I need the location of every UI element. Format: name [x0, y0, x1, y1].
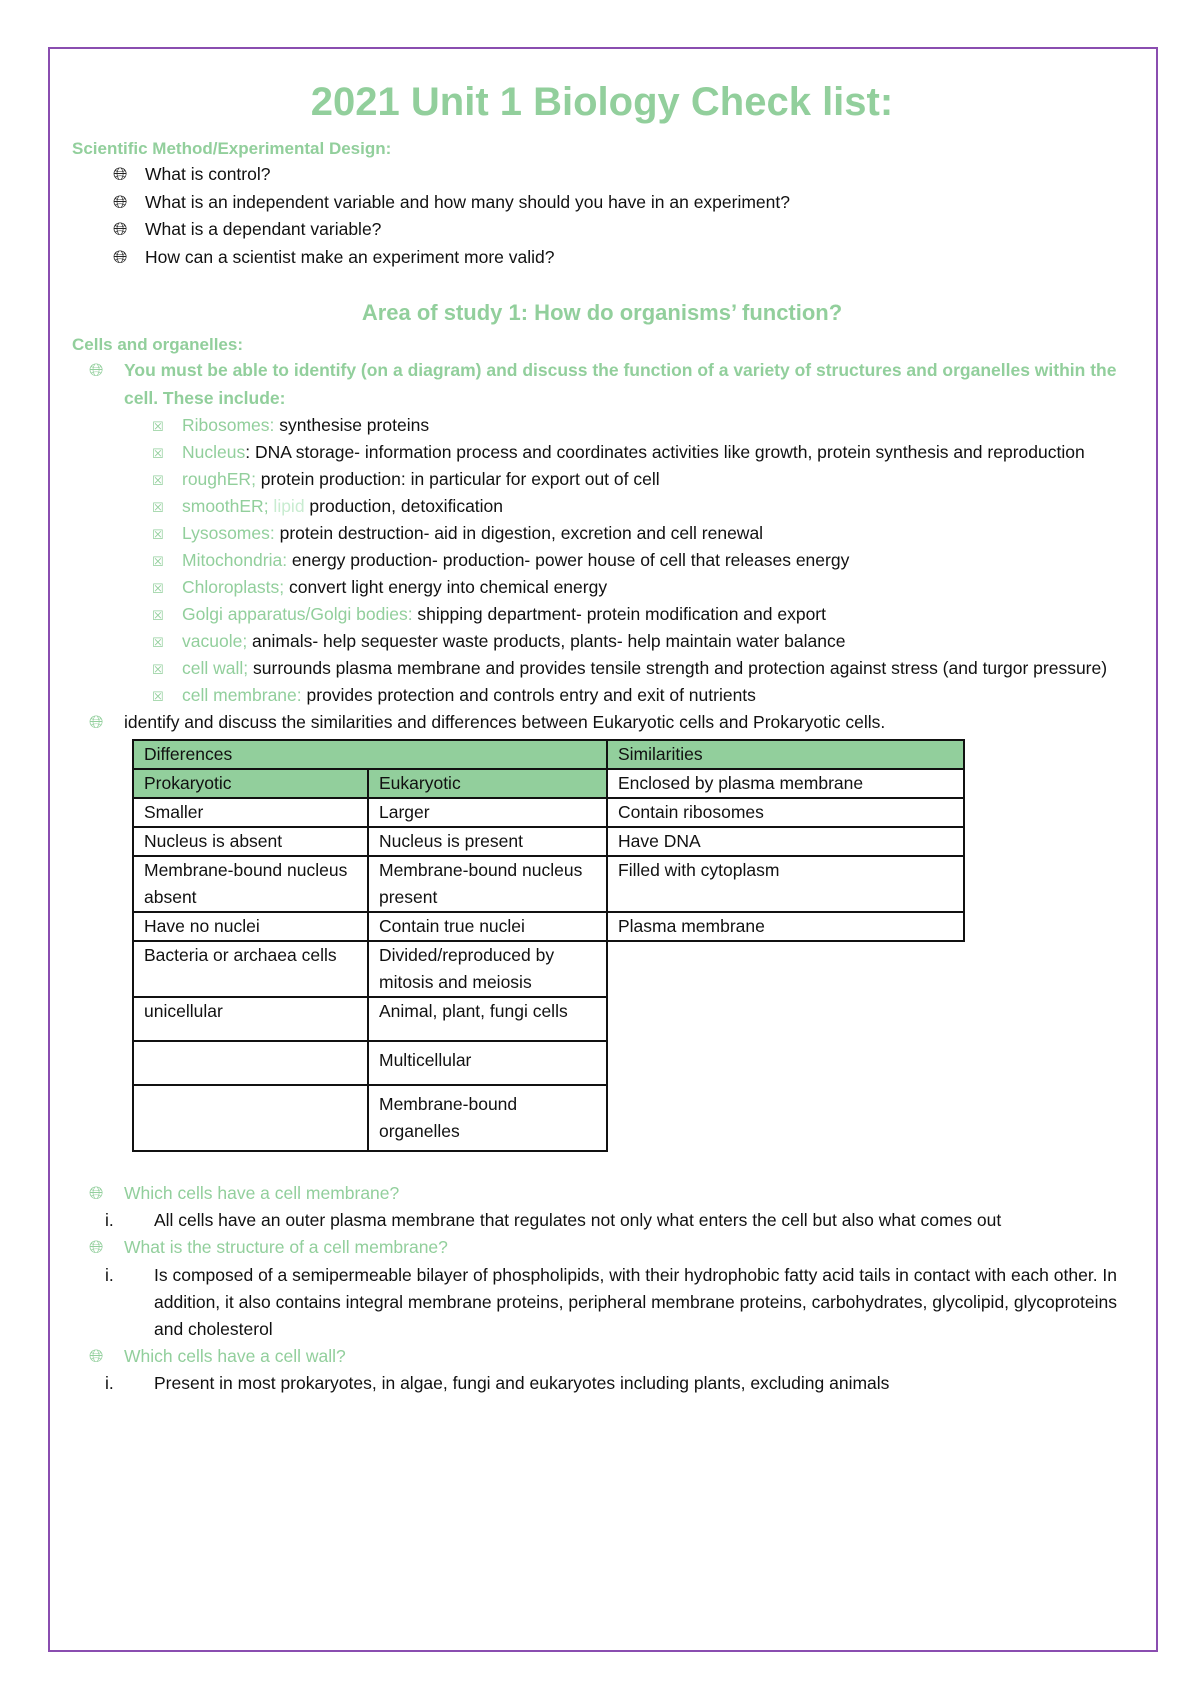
organelle-description: surrounds plasma membrane and provides tensile strength and protection against stress (and turgor pressure)	[248, 658, 1108, 678]
organelle-item	[72, 601, 1132, 628]
list-item: 🌐︎ How can a scientist make an experiment more valid?	[72, 244, 1132, 272]
globe-icon: 🌐︎	[89, 1237, 104, 1257]
organelle-bullet-icon: ☒	[152, 527, 164, 542]
sci-method-heading: Scientific Method/Experimental Design:	[72, 139, 392, 158]
blank-cell	[607, 941, 964, 997]
organelle-bullet-icon: ☒	[152, 635, 164, 650]
compare-intro: 🌐︎ identify and discuss the similarities and differences between Eukaryotic cells and Prokaryotic cells.	[72, 709, 1132, 737]
organelle-bullet-icon: ☒	[152, 554, 164, 569]
organelle-item	[72, 682, 1132, 709]
organelle-bullet-icon: ☒	[152, 473, 164, 488]
organelle-item	[72, 466, 1132, 493]
organelle-term: Golgi apparatus/Golgi bodies:	[182, 604, 413, 624]
table-cell: Membrane-bound nucleus absent	[133, 856, 368, 912]
organelle-description: shipping department- protein modification and export	[412, 604, 826, 624]
organelle-term: roughER;	[182, 469, 256, 489]
organelle-term-extra: lipid	[268, 496, 305, 516]
organelle-description: animals- help sequester waste products, plants- help maintain water balance	[247, 631, 846, 651]
table-cell: unicellular	[133, 997, 368, 1041]
organelle-item	[72, 493, 1132, 520]
question-item: 🌐︎ What is the structure of a cell membrane?	[72, 1234, 1132, 1262]
table-cell: Divided/reproduced by mitosis and meiosis	[368, 941, 607, 997]
table-cell: Have no nuclei	[133, 912, 368, 941]
organelle-bullet-icon: ☒	[152, 581, 164, 596]
table-cell: Larger	[368, 798, 607, 827]
organelle-bullet-icon: ☒	[152, 500, 164, 515]
organelle-description: production, detoxification	[304, 496, 504, 516]
table-cell: Plasma membrane	[607, 912, 964, 941]
organelle-description: convert light energy into chemical energy	[284, 577, 608, 597]
list-item: 🌐︎ What is a dependant variable?	[72, 216, 1132, 244]
answer-item: i. Is composed of a semipermeable bilayer of phospholipids, with their hydrophobic fatty acid tails in contact with each other. In addition, it also contains integral membrane proteins, peripheral membrane proteins, carbohydrates, glycolipid, glycoproteins and cholesterol	[105, 1264, 1118, 1339]
table-cell: Membrane-bound organelles	[368, 1085, 607, 1151]
globe-icon: 🌐︎	[89, 1182, 104, 1203]
organelle-term: cell membrane:	[182, 685, 302, 705]
table-row	[133, 856, 964, 912]
table-cell: Nucleus is present	[368, 827, 607, 856]
differences-header: Differences	[133, 740, 607, 769]
organelle-description: protein destruction- aid in digestion, excretion and cell renewal	[274, 523, 764, 543]
table-cell	[133, 1085, 368, 1151]
blank-cell	[607, 1041, 964, 1085]
organelle-description: energy production- production- power house of cell that releases energy	[287, 550, 850, 570]
organelle-term: cell wall;	[182, 658, 249, 678]
organelle-term: Ribosomes:	[182, 415, 275, 435]
answer-item: i. All cells have an outer plasma membrane that regulates not only what enters the cell but also what comes out	[105, 1210, 1002, 1230]
organelle-item	[72, 547, 1132, 574]
table-cell: Filled with cytoplasm	[607, 856, 964, 912]
table-row	[133, 1041, 964, 1085]
globe-icon: 🌐︎	[89, 360, 104, 380]
table-row	[133, 827, 964, 856]
table-cell: Have DNA	[607, 827, 964, 856]
organelle-term: vacuole;	[182, 631, 248, 651]
cells-heading: Cells and organelles:	[72, 335, 243, 354]
organelle-bullet-icon: ☒	[152, 419, 164, 434]
table-cell: Enclosed by plasma membrane	[607, 769, 964, 798]
organelle-term: Chloroplasts;	[182, 577, 285, 597]
globe-icon: 🌐︎	[113, 219, 128, 239]
list-item: 🌐︎ What is control?	[72, 161, 1132, 189]
table-row	[133, 798, 964, 827]
cells-intro: 🌐︎ You must be able to identify (on a diagram) and discuss the function of a variety of structures and organelles within the cell. These include:	[72, 357, 1132, 412]
organelle-description: provides protection and controls entry and exit of nutrients	[301, 685, 756, 705]
table-cell: Bacteria or archaea cells	[133, 941, 368, 997]
similarities-header: Similarities	[607, 740, 964, 769]
organelle-description: : DNA storage- information process and coordinates activities like growth, protein synthesis and reproduction	[245, 442, 1085, 462]
organelle-list	[72, 412, 1132, 709]
area-of-study-heading: Area of study 1: How do organisms’ function?	[361, 300, 843, 325]
table-cell: Membrane-bound nucleus present	[368, 856, 607, 912]
table-cell	[133, 1041, 368, 1085]
globe-icon: 🌐︎	[89, 1345, 104, 1366]
organelle-term: Lysosomes:	[182, 523, 275, 543]
table-row	[133, 740, 964, 769]
prokaryotic-header: Prokaryotic	[133, 769, 368, 798]
globe-icon: 🌐︎	[113, 164, 128, 184]
globe-icon: 🌐︎	[113, 191, 128, 212]
table-row	[133, 1085, 964, 1151]
organelle-description: synthesise proteins	[274, 415, 430, 435]
comparison-table	[132, 739, 965, 1152]
organelle-term: Nucleus	[182, 442, 246, 462]
list-item: 🌐︎ What is an independent variable and how many should you have in an experiment?	[72, 189, 1132, 217]
table-row	[133, 769, 964, 798]
table-cell: Smaller	[133, 798, 368, 827]
table-cell: Contain ribosomes	[607, 798, 964, 827]
table-cell: Contain true nuclei	[368, 912, 607, 941]
globe-icon: 🌐︎	[89, 712, 104, 732]
question-item: 🌐︎ Which cells have a cell wall?	[72, 1343, 1132, 1371]
table-cell: Nucleus is absent	[133, 827, 368, 856]
table-cell: Animal, plant, fungi cells	[368, 997, 607, 1041]
organelle-bullet-icon: ☒	[152, 608, 164, 623]
question-item: 🌐︎ Which cells have a cell membrane?	[72, 1180, 1132, 1208]
page-title: 2021 Unit 1 Biology Check list:	[310, 80, 894, 124]
organelle-term: smoothER;	[182, 496, 269, 516]
organelle-description: protein production: in particular for export out of cell	[255, 469, 660, 489]
blank-cell	[607, 997, 964, 1041]
table-row	[133, 941, 964, 997]
document-body	[72, 70, 1132, 1397]
answer-item: i. Present in most prokaryotes, in algae, fungi and eukaryotes including plants, excluding animals	[105, 1373, 890, 1393]
organelle-bullet-icon: ☒	[152, 446, 164, 461]
organelle-term: Mitochondria:	[182, 550, 288, 570]
table-row	[133, 997, 964, 1041]
organelle-item	[72, 628, 1132, 655]
organelle-item	[72, 520, 1132, 547]
globe-icon: 🌐︎	[113, 246, 128, 267]
sci-method-list	[72, 161, 1132, 271]
table-cell: Multicellular	[368, 1041, 607, 1085]
organelle-item	[72, 574, 1132, 601]
table-row	[133, 912, 964, 941]
eukaryotic-header: Eukaryotic	[368, 769, 607, 798]
organelle-item	[72, 655, 1132, 682]
organelle-item	[72, 439, 1132, 466]
organelle-item	[72, 412, 1132, 439]
blank-cell	[607, 1085, 964, 1151]
organelle-bullet-icon: ☒	[152, 689, 164, 704]
organelle-bullet-icon: ☒	[152, 662, 164, 677]
